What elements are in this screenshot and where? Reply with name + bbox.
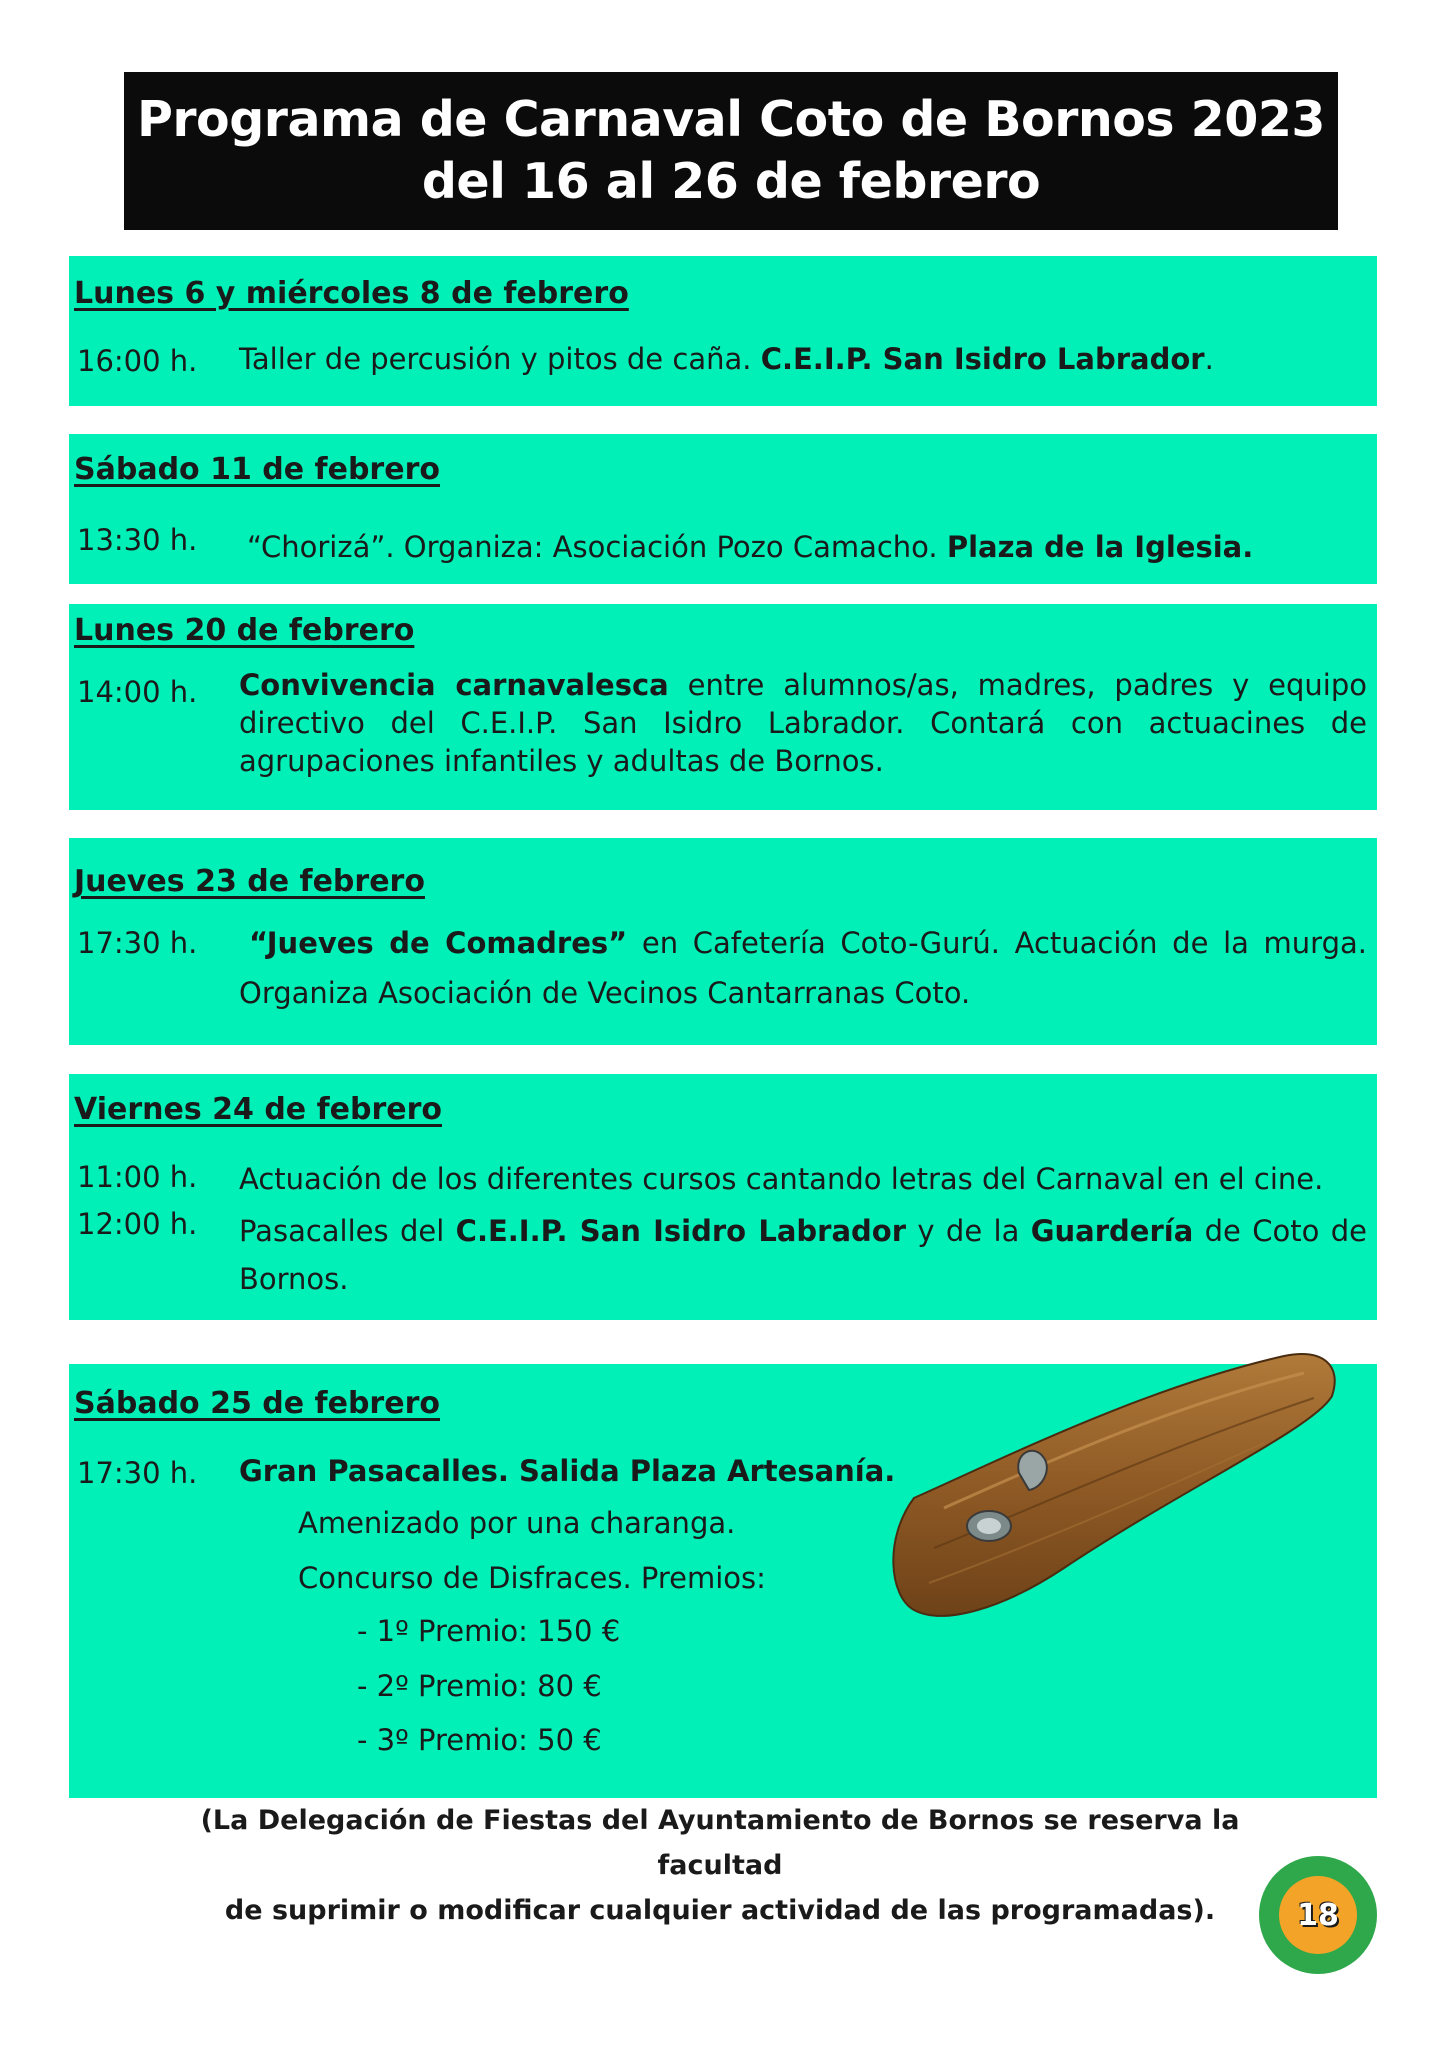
event-description: “Jueves de Comadres” en Cafetería Coto-Gurú. Actuación de la murga. Organiza Asociación de Vecinos Cantarranas Coto. — [239, 926, 1367, 1010]
event-day: Sábado 11 de febrero — [74, 452, 440, 487]
footer-note: (La Delegación de Fiestas del Ayuntamiento de Bornos se reserva la facultad de suprimir o modificar cualquier actividad de las programadas). — [200, 1805, 1240, 1926]
prize-item: - 2º Premio: 80 € — [357, 1669, 602, 1703]
event-day: Sábado 25 de febrero — [74, 1386, 440, 1421]
prize-item: - 3º Premio: 50 € — [357, 1723, 602, 1757]
event-day: Lunes 6 y miércoles 8 de febrero — [74, 276, 629, 311]
prize-item: - 1º Premio: 150 € — [357, 1614, 621, 1648]
event-box-viernes-24 — [69, 1074, 1377, 1320]
event-box-lunes-6 — [69, 256, 1377, 406]
event-detail: Amenizado por una charanga. — [298, 1506, 736, 1540]
event-box-lunes-20 — [69, 604, 1377, 810]
event-description: Convivencia carnavalesca entre alumnos/as, madres, padres y equipo directivo del C.E.I.P. San Isidro Labrador. Contará con actuacines de agrupaciones infantiles y adultas de Bornos. — [239, 668, 1367, 778]
badge-inner-circle — [1279, 1876, 1357, 1954]
event-time: 11:00 h. — [77, 1160, 198, 1194]
event-description: Taller de percusión y pitos de caña. C.E.I.P. San Isidro Labrador. — [239, 342, 1214, 376]
badge-number: 18 — [1297, 1897, 1339, 1933]
event-box-sabado-11 — [69, 434, 1377, 584]
event-time: 17:30 h. — [77, 926, 198, 960]
title-banner — [124, 72, 1338, 230]
pito-de-cana-flute-icon — [884, 1348, 1344, 1633]
page-title: Programa de Carnaval Coto de Bornos 2023 — [136, 91, 1326, 148]
event-description: Pasacalles del C.E.I.P. San Isidro Labrador y de la Guardería de Coto de Bornos. — [239, 1214, 1367, 1296]
page-subtitle: del 16 al 26 de febrero — [421, 153, 1041, 210]
event-time: 16:00 h. — [77, 344, 198, 378]
event-description: “Chorizá”. Organiza: Asociación Pozo Camacho. Plaza de la Iglesia. — [247, 530, 1254, 564]
event-day: Jueves 23 de febrero — [74, 864, 425, 899]
event-description: Actuación de los diferentes cursos cantando letras del Carnaval en el cine. — [239, 1162, 1324, 1196]
event-day: Lunes 20 de febrero — [74, 613, 415, 648]
event-description: Gran Pasacalles. Salida Plaza Artesanía. — [239, 1454, 896, 1488]
event-detail: Concurso de Disfraces. Premios: — [298, 1561, 766, 1595]
event-time: 17:30 h. — [77, 1456, 198, 1490]
event-time: 13:30 h. — [77, 523, 198, 557]
carnival-badge-logo — [1259, 1856, 1377, 1974]
event-time: 12:00 h. — [77, 1207, 198, 1241]
event-time: 14:00 h. — [77, 675, 198, 709]
event-box-jueves-23 — [69, 838, 1377, 1045]
event-day: Viernes 24 de febrero — [74, 1092, 442, 1127]
